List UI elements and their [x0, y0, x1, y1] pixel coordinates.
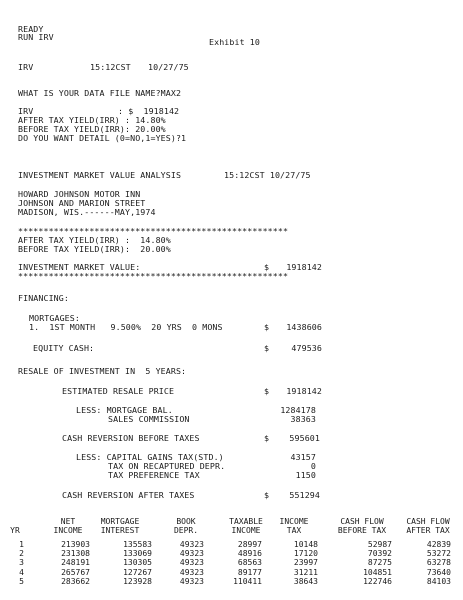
header-mortgage-interest-line2: INTEREST — [100, 526, 140, 535]
cell-net-income: 265767 — [61, 567, 90, 577]
cell-income-tax: 38643 — [293, 576, 318, 586]
property-street: JOHNSON AND MARION STREET — [18, 198, 146, 208]
detail-prompt: DO YOU WANT DETAIL (0=NO,1=YES)?1 — [18, 133, 187, 143]
header-taxable-income-line2: INCOME — [231, 526, 261, 535]
irv-value: : $ 1918142 — [118, 106, 180, 116]
cell-book-depr: 49323 — [179, 567, 204, 577]
cell-cash-flow-before-tax: 87275 — [367, 558, 392, 568]
header-taxable-income-line1: TAXABLE — [229, 517, 263, 526]
cell-book-depr: 49323 — [179, 558, 204, 568]
less-mortgage-label: LESS: MORTGAGE BAL. — [76, 405, 173, 415]
capital-gains-label: LESS: CAPITAL GAINS TAX(STD.) — [76, 452, 224, 462]
header-net-income-line1: NET — [60, 517, 76, 526]
mortgage-dollar: $ — [264, 322, 270, 332]
tax-recaptured-label: TAX ON RECAPTURED DEPR. — [108, 461, 226, 471]
data-file-prompt: WHAT IS YOUR DATA FILE NAME?MAX2 — [18, 88, 182, 98]
analysis-before-tax: BEFORE TAX YIELD(IRR): 20.00% — [18, 244, 171, 254]
status-ready: READY — [18, 24, 44, 34]
cell-book-depr: 49323 — [179, 540, 204, 549]
cell-income-tax: 17120 — [293, 549, 318, 559]
cell-yr: 1 — [19, 540, 24, 549]
header-net-income-line2: INCOME — [53, 526, 83, 535]
market-value-dollar: $ — [264, 262, 270, 272]
equity-dollar: $ — [264, 343, 270, 353]
header-mortgage-interest-line1: MORTGAGE — [100, 517, 140, 526]
separator-stars: ***************************************************** — [18, 226, 289, 236]
est-resale-value: 1918142 — [286, 386, 322, 396]
exhibit-label: Exhibit 10 — [209, 37, 260, 47]
est-resale-dollar: $ — [264, 386, 270, 396]
separator-stars-2: ***************************************************** — [18, 271, 289, 281]
equity-value: 479536 — [291, 343, 322, 353]
cell-mortgage-interest: 135583 — [123, 540, 152, 549]
cell-cash-flow-after-tax: 53272 — [426, 549, 451, 559]
run-command: RUN IRV — [18, 32, 54, 42]
cell-cash-flow-after-tax: 42839 — [426, 540, 451, 549]
cell-taxable-income: 110411 — [233, 576, 262, 586]
cash-reversion-before-label: CASH REVERSION BEFORE TAXES — [62, 433, 200, 443]
est-resale-label: ESTIMATED RESALE PRICE — [62, 386, 175, 396]
cell-net-income: 213903 — [61, 540, 90, 549]
header-yr-line2: YR — [10, 526, 20, 535]
cell-mortgage-interest: 130305 — [123, 558, 152, 568]
irv-label: IRV — [18, 106, 34, 116]
cash-reversion-after-label: CASH REVERSION AFTER TAXES — [62, 490, 195, 500]
resale-title: RESALE OF INVESTMENT IN 5 YEARS: — [18, 366, 187, 376]
cell-taxable-income: 48916 — [237, 549, 262, 559]
cash-reversion-before-dollar: $ — [264, 433, 270, 443]
less-mortgage-value: 1284178 — [280, 405, 316, 415]
tax-preference-value: 1150 — [295, 470, 316, 480]
tax-preference-label: TAX PREFERENCE TAX — [108, 470, 200, 480]
header-cash-flow-after-tax-line1: CASH FLOW — [406, 517, 450, 526]
cell-yr: 5 — [19, 576, 24, 586]
cash-reversion-after-value: 551294 — [289, 490, 320, 500]
cell-mortgage-interest: 123928 — [123, 576, 152, 586]
cell-income-tax: 23997 — [293, 558, 318, 568]
analysis-timestamp: 15:12CST 10/27/75 — [224, 170, 311, 180]
before-tax-yield: BEFORE TAX YIELD(IRR): 20.00% — [18, 124, 166, 134]
cell-yr: 2 — [19, 549, 24, 559]
cell-yr: 4 — [19, 567, 24, 577]
header-income-tax-line1: INCOME — [279, 517, 309, 526]
cell-taxable-income: 89177 — [237, 567, 262, 577]
cell-cash-flow-before-tax: 122746 — [363, 576, 392, 586]
cell-income-tax: 10148 — [293, 540, 318, 549]
header-cash-flow-before-tax-line2: BEFORE TAX — [337, 526, 387, 535]
cash-reversion-before-value: 595601 — [289, 433, 320, 443]
cell-cash-flow-before-tax: 70392 — [367, 549, 392, 559]
cell-book-depr: 49323 — [179, 549, 204, 559]
cash-reversion-after-dollar: $ — [264, 490, 270, 500]
cell-taxable-income: 68563 — [237, 558, 262, 568]
cell-mortgage-interest: 127267 — [123, 567, 152, 577]
property-name: HOWARD JOHNSON MOTOR INN — [18, 189, 141, 199]
cell-cash-flow-before-tax: 104851 — [363, 567, 392, 577]
sales-commission-value: 38363 — [290, 414, 316, 424]
cell-mortgage-interest: 133069 — [123, 549, 152, 559]
property-city-date: MADISON, WIS.------MAY,1974 — [18, 207, 156, 217]
market-value-label: INVESTMENT MARKET VALUE: — [18, 262, 141, 272]
cell-net-income: 283662 — [61, 576, 90, 586]
cell-cash-flow-after-tax: 84103 — [426, 576, 451, 586]
session-time: 15:12CST — [90, 62, 131, 72]
session-date: 10/27/75 — [148, 62, 189, 72]
cell-yr: 3 — [19, 558, 24, 568]
analysis-title: INVESTMENT MARKET VALUE ANALYSIS — [18, 170, 182, 180]
mortgage-line: 1. 1ST MONTH 9.500% 20 YRS 0 MONS — [29, 322, 223, 332]
program-name: IRV — [18, 62, 34, 72]
cell-taxable-income: 28997 — [237, 540, 262, 549]
mortgage-value: 1438606 — [286, 322, 322, 332]
analysis-after-tax: AFTER TAX YIELD(IRR) : 14.80% — [18, 235, 171, 245]
mortgages-label: MORTGAGES: — [29, 313, 80, 323]
capital-gains-value: 43157 — [290, 452, 316, 462]
cell-net-income: 248191 — [61, 558, 90, 568]
header-income-tax-line2: TAX — [286, 526, 302, 535]
cell-cash-flow-before-tax: 52987 — [367, 540, 392, 549]
header-book-depr-line2: DEPR. — [173, 526, 199, 535]
tax-recaptured-value: 0 — [310, 461, 316, 471]
cell-book-depr: 49323 — [179, 576, 204, 586]
after-tax-yield: AFTER TAX YIELD(IRR) : 14.80% — [18, 115, 166, 125]
sales-commission-label: SALES COMMISSION — [108, 414, 190, 424]
cell-cash-flow-after-tax: 73640 — [426, 567, 451, 577]
equity-label: EQUITY CASH: — [33, 343, 95, 353]
cell-income-tax: 31211 — [293, 567, 318, 577]
header-cash-flow-before-tax-line1: CASH FLOW — [340, 517, 384, 526]
market-value: 1918142 — [286, 262, 322, 272]
header-book-depr-line1: BOOK — [176, 517, 196, 526]
cell-cash-flow-after-tax: 63278 — [426, 558, 451, 568]
cell-net-income: 231308 — [61, 549, 90, 559]
header-cash-flow-after-tax-line2: AFTER TAX — [406, 526, 450, 535]
financing-label: FINANCING: — [18, 293, 69, 303]
